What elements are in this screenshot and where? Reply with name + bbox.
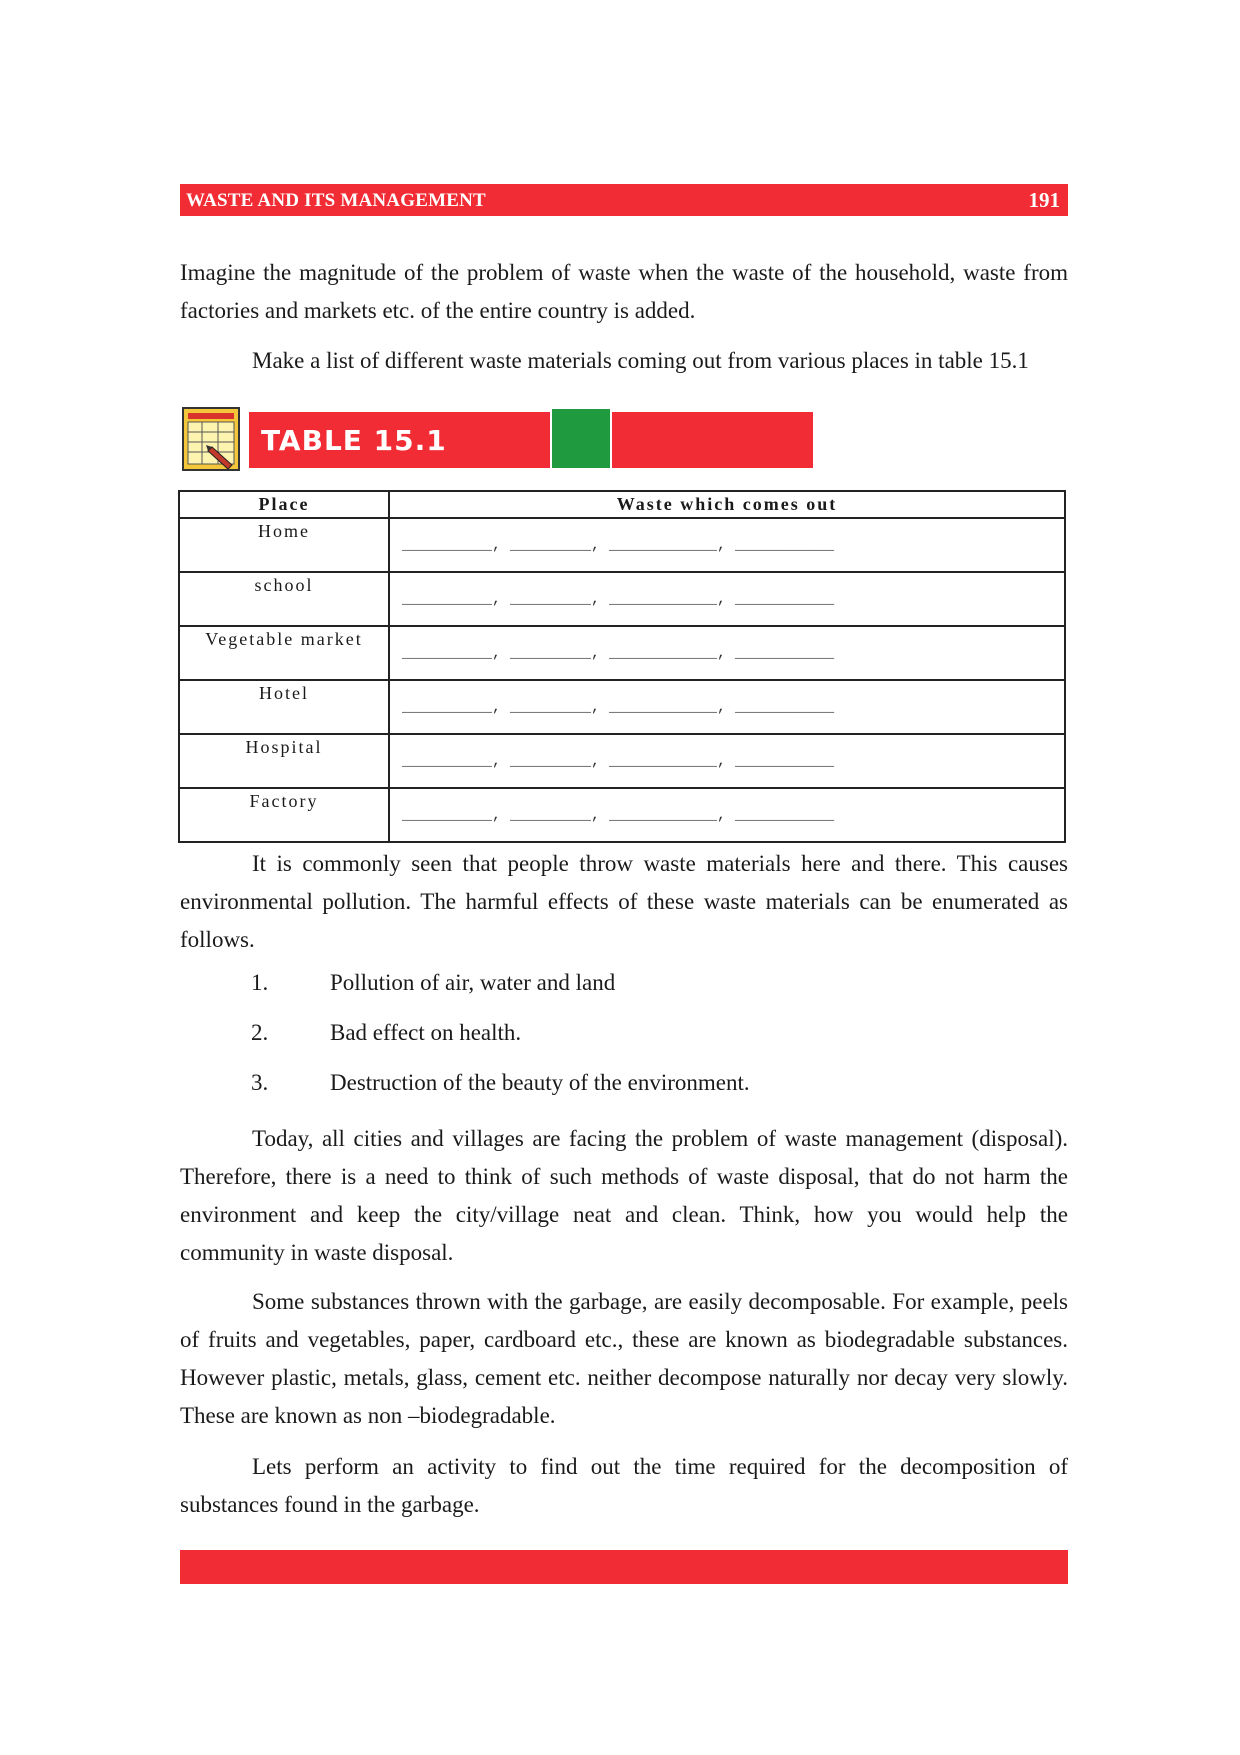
waste-blank-cell[interactable]: __________, _________, ____________, ___________: [389, 680, 1065, 734]
place-cell: school: [179, 572, 389, 626]
page-number: 191: [1028, 188, 1060, 212]
table-row: [179, 734, 1065, 788]
footer-bar: [180, 1550, 1068, 1584]
activity-paragraph: Lets perform an activity to find out the time required for the decomposition of substances found in the garbage.: [180, 1454, 1068, 1517]
biodegradable-paragraph: Some substances thrown with the garbage, are easily decomposable. For example, peels of fruits and vegetables, paper, cardboard etc., these are known as biodegradable substances. However plastic, metals, glass, cement etc. neither decompose naturally nor decay very slowly. These are known as non –biodegradable.: [180, 1289, 1068, 1428]
list-item: [180, 1070, 1068, 1120]
list-item: [180, 970, 1068, 1020]
header-waste: Waste which comes out: [389, 491, 1065, 518]
list-item-number: 1.: [251, 970, 269, 995]
chapter-header-bar: [180, 184, 1068, 216]
place-cell: Vegetable market: [179, 626, 389, 680]
pollution-paragraph: It is commonly seen that people throw waste materials here and there. This causes environmental pollution. The harmful effects of these waste materials can be enumerated as follows.: [180, 851, 1068, 952]
table-row: [179, 572, 1065, 626]
header-place: Place: [179, 491, 389, 518]
place-cell: Factory: [179, 788, 389, 842]
list-item-text: Destruction of the beauty of the environment.: [330, 1070, 750, 1095]
table-header-row: [179, 491, 1065, 518]
table-label: TABLE 15.1: [261, 424, 447, 457]
waste-management-paragraph: Today, all cities and villages are facing the problem of waste management (disposal). Therefore, there is a need to think of such methods of waste disposal, that do not harm the environment and keep the city/village neat and clean. Think, how you would help the community in waste disposal.: [180, 1126, 1068, 1265]
list-item-number: 3.: [251, 1070, 269, 1095]
waste-blank-cell[interactable]: __________, _________, ____________, ___________: [389, 572, 1065, 626]
table-row: [179, 680, 1065, 734]
table-row: [179, 518, 1065, 572]
place-cell: Hotel: [179, 680, 389, 734]
table-label-banner: [249, 412, 550, 468]
instruction-paragraph: Make a list of different waste materials coming out from various places in table 15.1: [252, 348, 1029, 373]
chapter-title: WASTE AND ITS MANAGEMENT: [186, 190, 486, 211]
harmful-effects-list: [180, 970, 1068, 1120]
list-item: [180, 1020, 1068, 1070]
waste-blank-cell[interactable]: __________, _________, ____________, ___________: [389, 788, 1065, 842]
table-sheet-pencil-icon: [182, 407, 242, 473]
list-item-number: 2.: [251, 1020, 269, 1045]
place-cell: Home: [179, 518, 389, 572]
waste-sources-table: [178, 490, 1066, 843]
waste-blank-cell[interactable]: __________, _________, ____________, ___________: [389, 734, 1065, 788]
table-banner-green-block: [552, 409, 610, 468]
list-item-text: Pollution of air, water and land: [330, 970, 616, 995]
table-banner-red-block: [612, 412, 813, 468]
waste-blank-cell[interactable]: __________, _________, ____________, ___________: [389, 626, 1065, 680]
table-row: [179, 788, 1065, 842]
waste-blank-cell[interactable]: __________, _________, ____________, ___________: [389, 518, 1065, 572]
intro-paragraph: Imagine the magnitude of the problem of waste when the waste of the household, waste from factories and markets etc. of the entire country is added.: [180, 260, 1068, 323]
list-item-text: Bad effect on health.: [330, 1020, 522, 1045]
table-row: [179, 626, 1065, 680]
place-cell: Hospital: [179, 734, 389, 788]
